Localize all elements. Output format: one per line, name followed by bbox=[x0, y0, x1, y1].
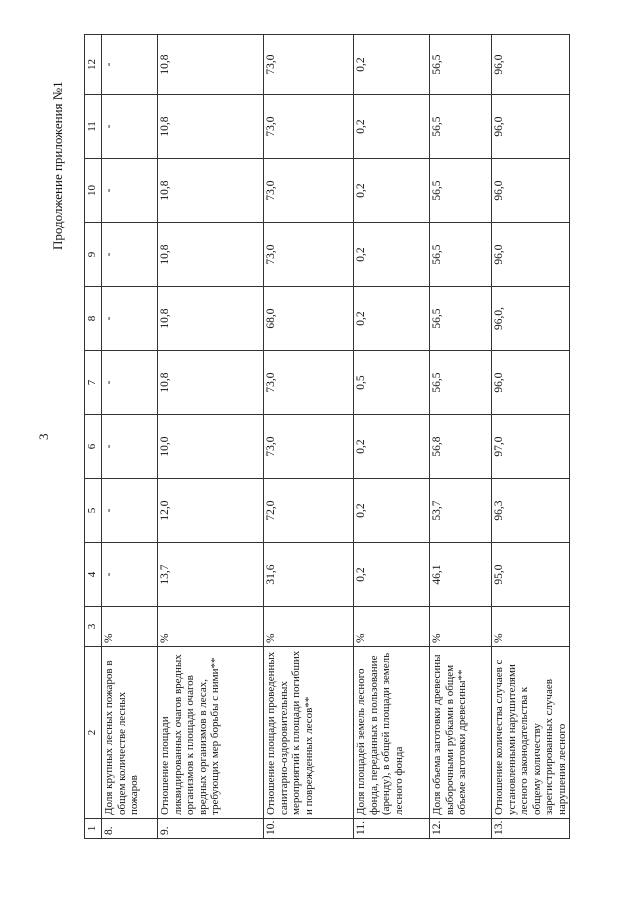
value-cell: 0,2 bbox=[354, 223, 430, 287]
value-cell: 56,8 bbox=[430, 415, 492, 479]
value-cell: 72,0 bbox=[264, 479, 354, 543]
value-cell: 56,5 bbox=[430, 223, 492, 287]
indicators-table bbox=[84, 34, 570, 839]
value-cell: 10,0 bbox=[158, 415, 264, 479]
value-cell: 10,8 bbox=[158, 223, 264, 287]
value-cell: 73,0 bbox=[264, 351, 354, 415]
value-cell: - bbox=[102, 287, 158, 351]
value-cell: 10,8 bbox=[158, 287, 264, 351]
header-cell: 7 bbox=[85, 351, 102, 415]
value-cell: 96,0 bbox=[492, 223, 570, 287]
row-number: 9. bbox=[158, 819, 264, 839]
header-cell: 2 bbox=[85, 647, 102, 819]
value-cell: 68,0 bbox=[264, 287, 354, 351]
header-cell: 11 bbox=[85, 95, 102, 159]
value-cell: 95,0 bbox=[492, 543, 570, 607]
value-cell: - bbox=[102, 35, 158, 95]
indicator-name: Доля крупных лесных пожаров в общем количестве лесных пожаров bbox=[102, 647, 158, 819]
row-number: 8. bbox=[102, 819, 158, 839]
row-number: 12. bbox=[430, 819, 492, 839]
header-cell: 4 bbox=[85, 543, 102, 607]
value-cell: - bbox=[102, 543, 158, 607]
table-row bbox=[354, 35, 430, 839]
indicator-name: Доля объема заготовки древесины выборочными рубками в общем объеме заготовки древесины** bbox=[430, 647, 492, 819]
table-header-row bbox=[85, 35, 102, 839]
table-row bbox=[492, 35, 570, 839]
value-cell: 0,2 bbox=[354, 543, 430, 607]
unit-cell: % bbox=[158, 607, 264, 647]
value-cell: 31,6 bbox=[264, 543, 354, 607]
value-cell: 0,2 bbox=[354, 95, 430, 159]
value-cell: 56,5 bbox=[430, 351, 492, 415]
header-cell: 10 bbox=[85, 159, 102, 223]
value-cell: 0,2 bbox=[354, 415, 430, 479]
value-cell: 97,0 bbox=[492, 415, 570, 479]
row-number: 10. bbox=[264, 819, 354, 839]
continuation-label: Продолжение приложения №1 bbox=[50, 81, 65, 250]
value-cell: 56,5 bbox=[430, 95, 492, 159]
row-number: 13. bbox=[492, 819, 570, 839]
indicator-name: Доля площадей земель лесного фонда, переданных в пользование (аренду), в общей площади земель лесного фонда bbox=[354, 647, 430, 819]
value-cell: 12,0 bbox=[158, 479, 264, 543]
value-cell: 96,0 bbox=[492, 159, 570, 223]
header-cell: 12 bbox=[85, 35, 102, 95]
indicator-name: Отношение площади ликвидированных очагов вредных организмов к площади очагов вредных организмов в лесах, требующих мер борьбы с ними** bbox=[158, 647, 264, 819]
page-number: 3 bbox=[36, 433, 51, 440]
value-cell: 96,3 bbox=[492, 479, 570, 543]
value-cell: 73,0 bbox=[264, 35, 354, 95]
unit-cell: % bbox=[264, 607, 354, 647]
table-row bbox=[102, 35, 158, 839]
value-cell: 56,5 bbox=[430, 287, 492, 351]
value-cell: 73,0 bbox=[264, 415, 354, 479]
value-cell: 96,0 bbox=[492, 351, 570, 415]
value-cell: 53,7 bbox=[430, 479, 492, 543]
value-cell: 10,8 bbox=[158, 351, 264, 415]
value-cell: 0,2 bbox=[354, 287, 430, 351]
indicator-name: Отношение количества случаев с установленными нарушителями лесного законодательства к общему количеству зарегистрированных случаев нарушения лесного bbox=[492, 647, 570, 819]
value-cell: - bbox=[102, 159, 158, 223]
value-cell: 96,0 bbox=[492, 35, 570, 95]
table-row bbox=[264, 35, 354, 839]
value-cell: 46,1 bbox=[430, 543, 492, 607]
value-cell: 0,5 bbox=[354, 351, 430, 415]
value-cell: 73,0 bbox=[264, 223, 354, 287]
value-cell: 10,8 bbox=[158, 35, 264, 95]
table-row bbox=[430, 35, 492, 839]
value-cell: - bbox=[102, 479, 158, 543]
header-cell: 3 bbox=[85, 607, 102, 647]
value-cell: - bbox=[102, 223, 158, 287]
value-cell: - bbox=[102, 95, 158, 159]
unit-cell: % bbox=[102, 607, 158, 647]
value-cell: 73,0 bbox=[264, 159, 354, 223]
value-cell: 0,2 bbox=[354, 159, 430, 223]
value-cell: 0,2 bbox=[354, 479, 430, 543]
value-cell: 56,5 bbox=[430, 35, 492, 95]
indicator-name: Отношение площади проведенных санитарно-оздоровительных мероприятий к площади погибших и поврежденных лесов** bbox=[264, 647, 354, 819]
header-cell: 1 bbox=[85, 819, 102, 839]
header-cell: 8 bbox=[85, 287, 102, 351]
value-cell: 10,8 bbox=[158, 95, 264, 159]
value-cell: 73,0 bbox=[264, 95, 354, 159]
value-cell: 10,8 bbox=[158, 159, 264, 223]
value-cell: 96,0, bbox=[492, 287, 570, 351]
unit-cell: % bbox=[492, 607, 570, 647]
value-cell: - bbox=[102, 351, 158, 415]
unit-cell: % bbox=[430, 607, 492, 647]
header-cell: 6 bbox=[85, 415, 102, 479]
value-cell: 13,7 bbox=[158, 543, 264, 607]
header-cell: 5 bbox=[85, 479, 102, 543]
value-cell: 56,5 bbox=[430, 159, 492, 223]
value-cell: 0,2 bbox=[354, 35, 430, 95]
value-cell: 96,0 bbox=[492, 95, 570, 159]
unit-cell: % bbox=[354, 607, 430, 647]
table-row bbox=[158, 35, 264, 839]
row-number: 11. bbox=[354, 819, 430, 839]
header-cell: 9 bbox=[85, 223, 102, 287]
value-cell: - bbox=[102, 415, 158, 479]
